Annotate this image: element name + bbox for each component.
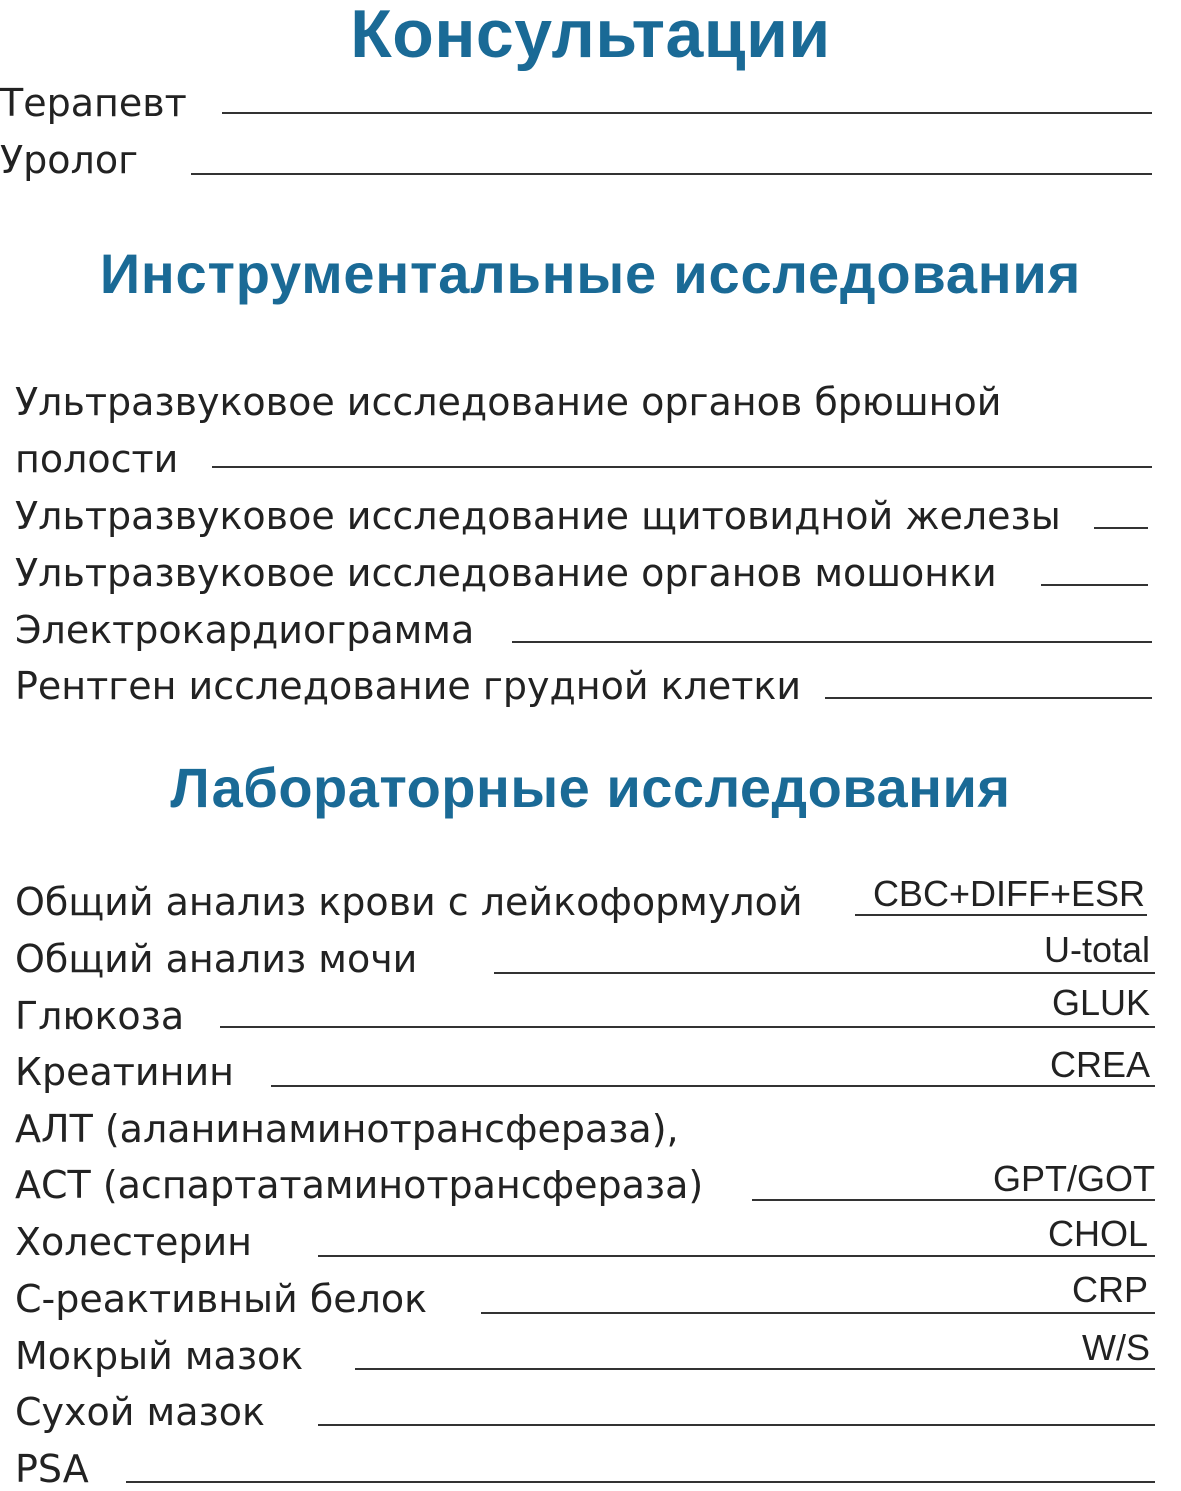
lab-item-urine-line (494, 972, 1155, 974)
instrumental-xray-line (825, 697, 1152, 699)
instrumental-item-ecg: Электрокардиограмма (15, 608, 475, 652)
lab-item-ast-line (752, 1199, 1155, 1201)
lab-item-urine-code: U-total (1043, 929, 1150, 970)
lab-item-crp-label: С-реактивный белок (15, 1277, 428, 1321)
lab-item-urine-label: Общий анализ мочи (15, 937, 418, 981)
lab-item-alt-label: АЛТ (аланинаминотрансфераза), (15, 1107, 679, 1151)
consultation-urologist-label: Уролог (0, 138, 139, 182)
lab-item-psa-label: PSA (15, 1447, 89, 1491)
lab-item-creatinine-code: CREA (1049, 1044, 1150, 1085)
lab-item-creatinine-label: Креатинин (15, 1050, 234, 1094)
lab-item-cholesterol-code: CHOL (1047, 1213, 1148, 1254)
instrumental-item-thyroid-ultrasound: Ультразвуковое исследование щитовидной железы (15, 494, 1061, 538)
lab-item-cbc-line (855, 914, 1147, 916)
instrumental-item-abdominal-ultrasound-cont: полости (15, 437, 179, 481)
lab-item-ast-label: АСТ (аспартатаминотрансфераза) (15, 1163, 704, 1207)
lab-item-glucose-line (220, 1026, 1155, 1028)
lab-item-crp-code: CRP (1071, 1269, 1148, 1310)
lab-item-dry-smear-label: Сухой мазок (15, 1390, 265, 1434)
lab-item-cbc-label: Общий анализ крови с лейкоформулой (15, 880, 803, 924)
instrumental-abdominal-line (212, 466, 1152, 468)
laboratory-title: Лабораторные исследования (170, 756, 1011, 819)
instrumental-thyroid-line (1094, 527, 1148, 529)
lab-item-wet-smear-label: Мокрый мазок (15, 1334, 304, 1378)
consultation-urologist-line (191, 173, 1152, 175)
lab-item-wet-smear-line (355, 1368, 1155, 1370)
instrumental-scrotum-line (1041, 584, 1148, 586)
lab-item-cholesterol-line (318, 1255, 1155, 1257)
consultation-therapist-line (222, 112, 1152, 114)
instrumental-ecg-line (512, 641, 1152, 643)
lab-item-psa-line (126, 1481, 1155, 1483)
lab-item-dry-smear-line (318, 1424, 1155, 1426)
lab-item-crp-line (481, 1312, 1155, 1314)
lab-item-cbc-code: CBC+DIFF+ESR (872, 873, 1145, 914)
instrumental-item-scrotum-ultrasound: Ультразвуковое исследование органов мошонки (15, 551, 997, 595)
instrumental-item-abdominal-ultrasound: Ультразвуковое исследование органов брюшной (15, 380, 1002, 424)
lab-item-glucose-label: Глюкоза (15, 994, 185, 1038)
lab-item-wet-smear-code: W/S (1082, 1327, 1150, 1368)
instrumental-item-chest-xray: Рентген исследование грудной клетки (15, 664, 802, 708)
lab-item-creatinine-line (271, 1085, 1155, 1087)
instrumental-title: Инструментальные исследования (99, 242, 1082, 305)
lab-item-glucose-code: GLUK (1051, 982, 1150, 1023)
consultation-therapist-label: Терапевт (0, 81, 187, 125)
lab-item-ast-code: GPT/GOT (993, 1158, 1155, 1199)
consultations-title: Консультации (350, 0, 831, 72)
lab-item-cholesterol-label: Холестерин (15, 1220, 253, 1264)
